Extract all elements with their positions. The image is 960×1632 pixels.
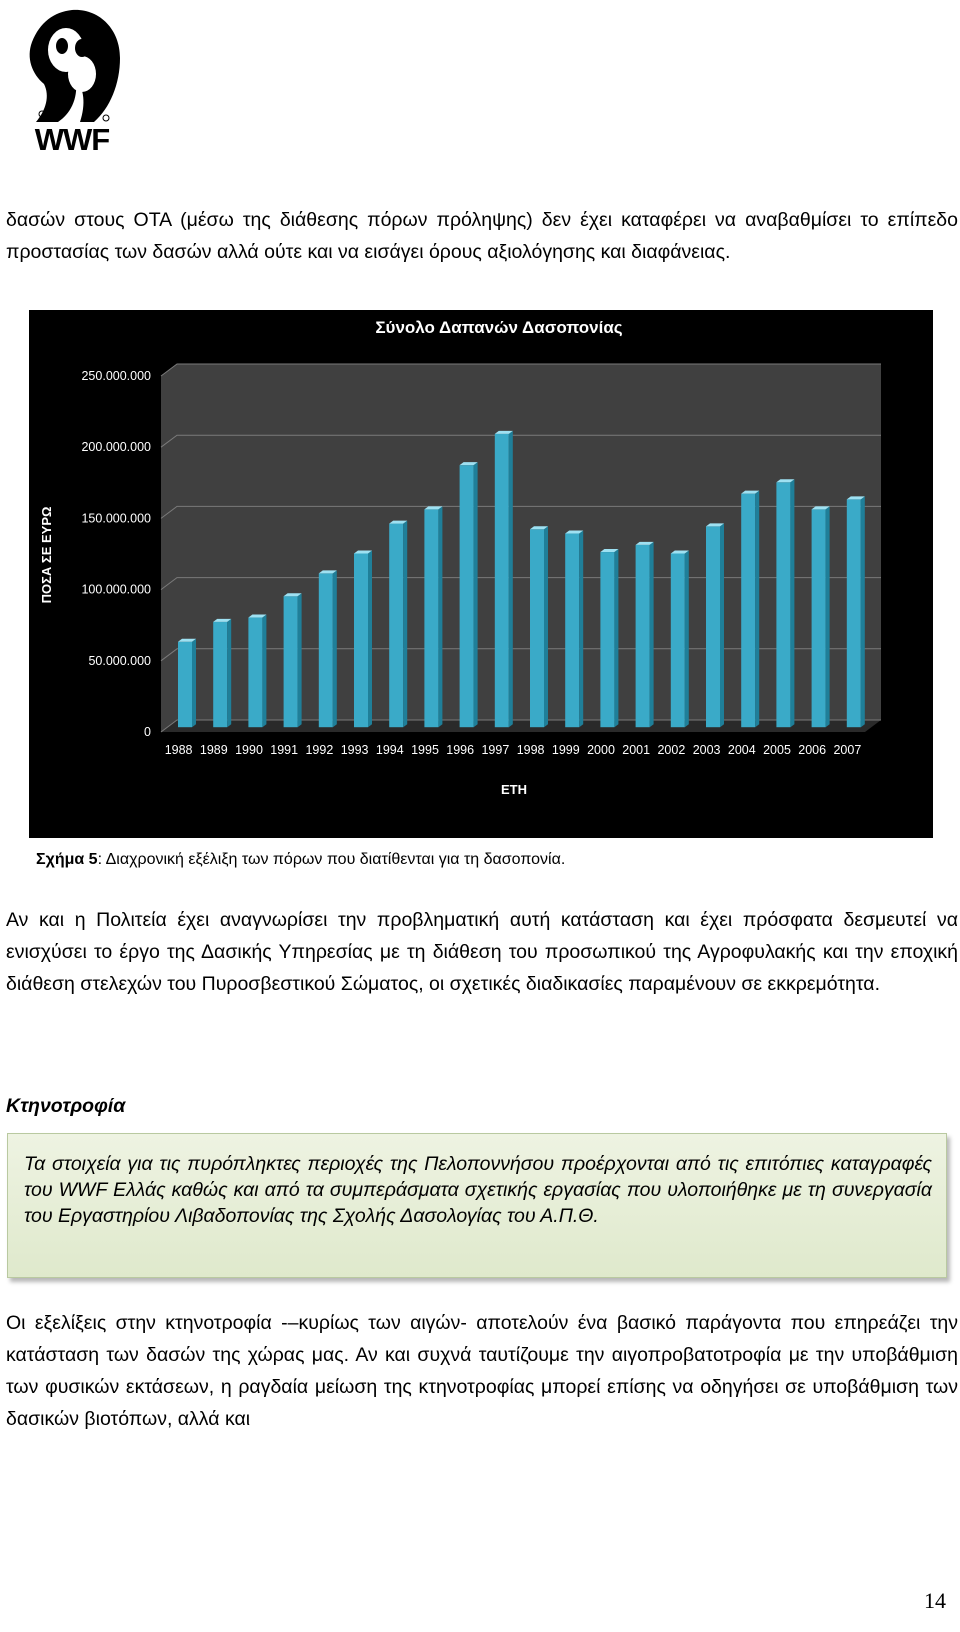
- bar-side: [579, 531, 583, 728]
- x-tick-label: 2007: [833, 743, 862, 757]
- paragraph-policy: Αν και η Πολιτεία έχει αναγνωρίσει την προβληματική αυτή κατάσταση και έχει πρόσφατα δεσμευτεί να ενισχύσει το έργο της Δασικής Υπηρεσίας με τη διάθεση του προσωπικού της Αγροφυλακής και την εποχική διάθεση στελεχών του Πυροσβεστικού Σώματος, οι σχετικές διαδικασίες παραμένουν σε εκκρεμότητα.: [6, 909, 958, 995]
- bar: [178, 642, 192, 727]
- bar-side: [790, 479, 794, 727]
- x-tick-label: 1993: [340, 743, 369, 757]
- x-tick-label: 1994: [375, 743, 404, 757]
- x-tick-label: 1988: [164, 743, 193, 757]
- y-tick-label: 0: [144, 725, 151, 739]
- bar-side: [227, 619, 231, 727]
- bar-side: [861, 496, 865, 727]
- y-axis-title: ΠΟΣΑ ΣΕ ΕΥΡΩ: [39, 506, 54, 604]
- bar-side: [685, 550, 689, 727]
- bar: [671, 553, 685, 727]
- bar-side: [755, 491, 759, 728]
- y-tick-label: 50.000.000: [88, 653, 151, 668]
- figure-caption: [36, 851, 565, 869]
- x-axis-title: ΕΤΗ: [501, 782, 527, 797]
- bar-side: [509, 431, 513, 727]
- x-tick-label: 1989: [199, 743, 228, 757]
- section-heading: Κτηνοτροφία: [6, 1095, 126, 1117]
- x-tick-label: 1990: [235, 743, 263, 757]
- bar: [460, 465, 474, 727]
- bar: [213, 622, 227, 727]
- y-tick-label: 150.000.000: [81, 511, 151, 526]
- bar: [319, 573, 333, 727]
- bar: [706, 526, 720, 727]
- x-tick-label: 1995: [411, 743, 439, 757]
- bar: [495, 434, 509, 727]
- bar: [741, 494, 755, 728]
- bar: [530, 529, 544, 727]
- bar: [812, 509, 826, 727]
- x-tick-label: 2004: [727, 743, 756, 757]
- x-tick-label: 1997: [481, 743, 510, 757]
- forestry-expenditure-chart: [29, 310, 933, 838]
- bar: [284, 596, 298, 727]
- bar: [600, 552, 614, 727]
- bar-side: [720, 523, 724, 727]
- paragraph-intro: δασών στους ΟΤΑ (μέσω της διάθεσης πόρων πρόληψης) δεν έχει καταφέρει να αναβαθμίσει το επίπεδο προστασίας των δασών αλλά ούτε και να εισάγει όρους αξιολόγησης και διαφάνειας.: [6, 209, 958, 263]
- y-tick-label: 200.000.000: [81, 440, 151, 455]
- x-tick-label: 2006: [798, 743, 827, 757]
- x-tick-label: 1992: [305, 743, 334, 757]
- plot-floor: [161, 720, 881, 732]
- y-tick-label: 250.000.000: [81, 369, 151, 383]
- x-tick-label: 2001: [622, 743, 651, 757]
- bar-side: [333, 570, 337, 727]
- bar-side: [192, 639, 196, 727]
- bar: [776, 482, 790, 727]
- bar: [636, 545, 650, 727]
- caption-label: Σχήμα 5: [36, 851, 98, 868]
- bar-side: [438, 506, 442, 727]
- note-box-text: Τα στοιχεία για τις πυρόπληκτες περιοχές της Πελοποννήσου προέρχονται από τις επιτόπιες καταγραφές του WWF Ελλάς καθώς και από τα συμπεράσματα σχετικής εργασίας που υλοποιήθηκε με τη συνεργασία του Εργαστηρίου Λιβαδοπονίας της Σχολής Δασολογίας του Α.Π.Θ.: [24, 1153, 932, 1227]
- chart-title: Σύνολο Δαπανών Δασοπονίας: [375, 318, 623, 337]
- bar-side: [650, 542, 654, 727]
- x-tick-label: 2000: [587, 743, 615, 757]
- bar: [424, 509, 438, 727]
- x-tick-label: 1996: [446, 743, 475, 757]
- bar: [565, 534, 579, 728]
- chart-svg: [29, 310, 933, 838]
- y-tick-label: 100.000.000: [81, 582, 151, 597]
- wwf-logo: [20, 4, 124, 156]
- x-tick-label: 2003: [692, 743, 721, 757]
- bar: [847, 499, 861, 727]
- x-tick-label: 2002: [657, 743, 686, 757]
- logo-text: WWF: [34, 122, 110, 156]
- plot-area: [161, 364, 881, 732]
- note-box: [7, 1133, 947, 1278]
- bar: [248, 618, 262, 728]
- bar-side: [614, 549, 618, 727]
- paragraph-livestock: Οι εξελίξεις στην κτηνοτροφία -–κυρίως των αιγών- αποτελούν ένα βασικό παράγοντα που επηρεάζει την κατάσταση των δασών της χώρας μας. Αν και συχνά ταυτίζουμε την αιγοπροβατοτροφία με την υποβάθμιση των φυσικών εκτάσεων, η ραγδαία μείωση της κτηνοτροφίας μπορεί επίσης να οδηγήσει σε υποβάθμιση των δασικών βιοτόπων, αλλά και: [6, 1312, 958, 1430]
- x-tick-label: 2005: [763, 743, 791, 757]
- bar-side: [826, 506, 830, 727]
- x-tick-label: 1999: [551, 743, 580, 757]
- bar-side: [262, 615, 266, 728]
- x-tick-label: 1998: [516, 743, 545, 757]
- bar-side: [298, 593, 302, 727]
- x-tick-label: 1991: [270, 743, 299, 757]
- page-number: 14: [924, 1588, 946, 1613]
- bar: [354, 553, 368, 727]
- bar: [389, 524, 403, 728]
- bar-side: [544, 526, 548, 727]
- bar-side: [403, 521, 407, 728]
- bar-side: [368, 550, 372, 727]
- bar-side: [474, 462, 478, 727]
- caption-text: : Διαχρονική εξέλιξη των πόρων που διατίθενται για τη δασοπονία.: [97, 851, 566, 868]
